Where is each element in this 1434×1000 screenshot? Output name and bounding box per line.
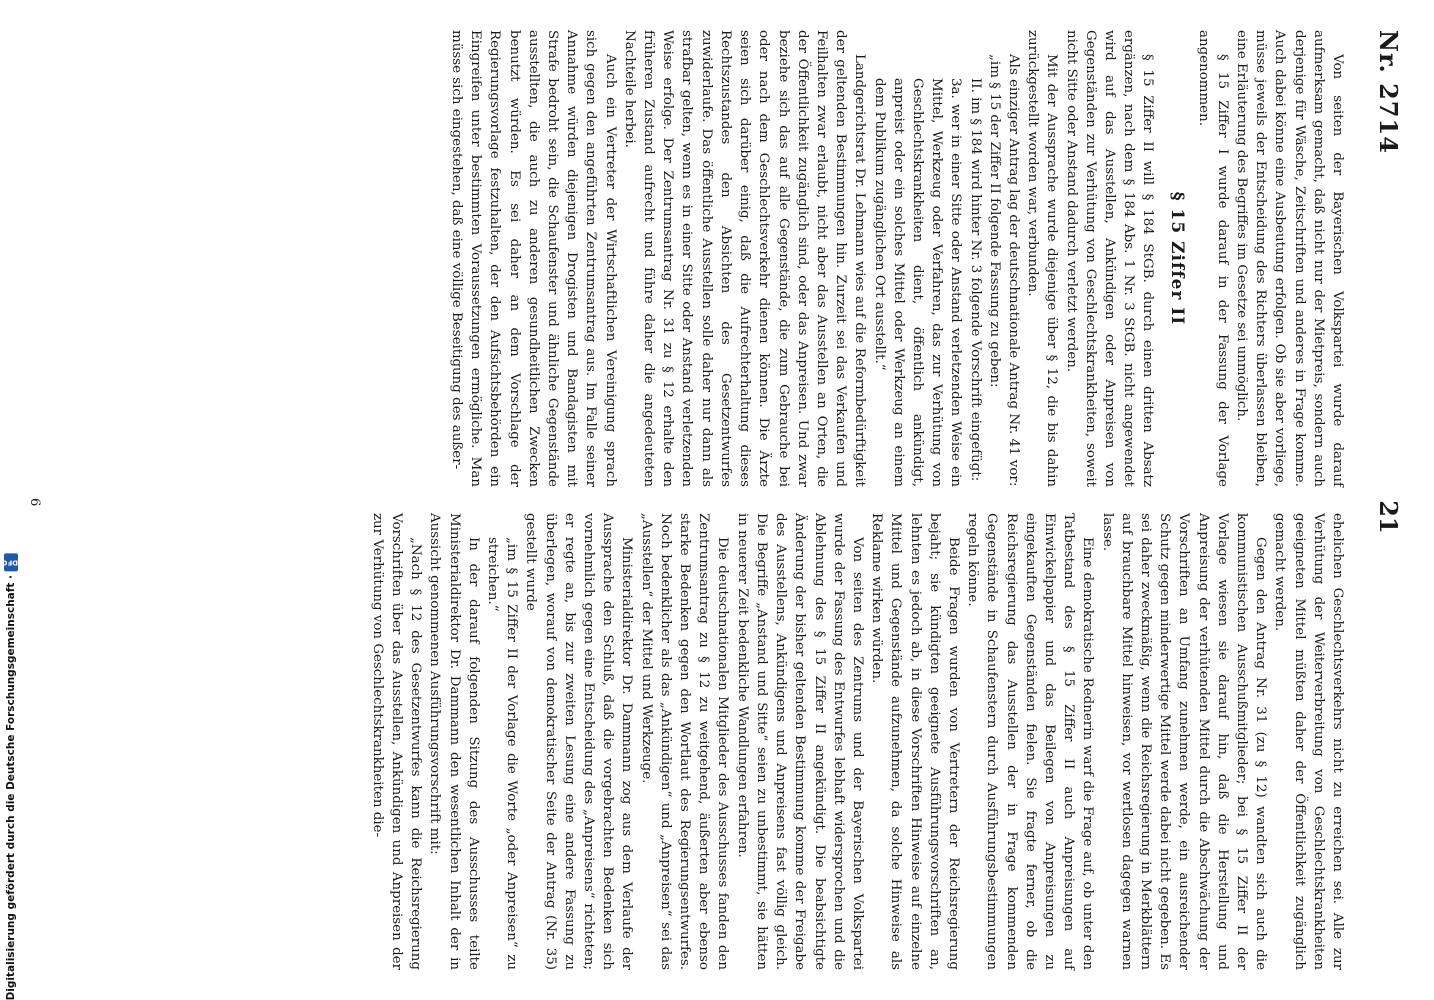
quoted-motion: 3a. wer in einer Sitte oder Anstand verletzenden Weise ein Mittel, Werkzeug oder Verfahren, das zur Verhütung von Geschlechtskrankheiten dient, öffentlich ankündigt, anpreist oder ein solches Mittel oder Werkzeug an einem dem Publikum zugänglichen Ort ausstellt.“ bbox=[871, 78, 964, 487]
credit-text: Digitalisierung gefördert durch die Deutsche Forschungsgemeinschaft · bbox=[5, 574, 17, 1000]
left-column bbox=[368, 30, 1347, 487]
quoted-motion: „im § 15 der Ziffer II folgende Fassung zu geben: bbox=[986, 54, 1002, 388]
paragraph: ehelichen Geschlechtsverkehrs nicht zu erreichen sei. Alle zur Verhütung der Weiterverbreitung von Geschlechtskrankheiten geeigneten Mittel müßten daher der Öffentlichkeit zugänglich gemacht werden. bbox=[1272, 513, 1345, 970]
paragraph: Gegen den Antrag Nr. 31 (zu § 12) wandten sich auch die kommunistischen Ausschußmitglieder; bei § 15 Ziffer II der Vorlage wiesen sie darauf hin, daß die Herstellung und Anpreisung der verhütenden Mittel durch die Abschwächung der Vorschriften an Umfang zunehmen werde, ein ausreichender Schutz gegen minderwertige Mittel werde dabei nicht gegeben. Es sei daher zweckmäßig, wenn die Reichsregierung in Merkblättern auf brauchbare Mittel hinweisen, vor wertlosen dagegen warnen lasse. bbox=[1099, 513, 1269, 970]
paragraph: Die deutschnationalen Mitglieder des Ausschusses fanden den Zentrumsantrag zu § 12 zu weitgehend, äußerten aber ebenso starke Bedenken gegen den Wortlaut des Regierungsentwurfes. Noch bedenklicher als das „Ankündigen“ und „Anpreisen“ sei das „Ausstellen“ der Mittel und Werkzeuge. bbox=[638, 513, 731, 970]
doc-number: Nr. 2714 bbox=[1374, 30, 1403, 154]
dfg-logo: DFG bbox=[4, 553, 18, 571]
paragraph: Mit der Aussprache wurde diejenige über § 12, die bis dahin zurückgestellt worden war, verbunden. bbox=[1025, 30, 1060, 487]
paragraph: Von seiten der Bayerischen Volkspartei wurde darauf aufmerksam gemacht, daß nicht nur der Mietpreis, sondern auch derjenige für Wäsche, Zeitschriften und anderes in Frage komme. Auch dabei könne eine Ausbeutung erfolgen. Ob sie aber vorliege, müsse jeweils der Entscheidung des Richters überlassen bleiben, eine Erläuterung des Begriffes im Gesetze sei unmöglich. bbox=[1233, 30, 1345, 487]
running-head bbox=[1347, 20, 1403, 980]
document-page bbox=[17, 0, 1417, 1000]
paragraph: In der darauf folgenden Sitzung des Ausschusses teilte Ministerialdirektor Dr. Dammann den wesentlichen Inhalt der in Aussicht genommenen Ausführungsvorschrift mit: bbox=[427, 513, 481, 970]
text-columns bbox=[368, 20, 1347, 980]
paragraph: § 15 Ziffer II will § 184 StGB. durch einen dritten Absatz ergänzen, nach dem § 184 Abs. 1 Nr. 3 StGB. nicht angewendet wird auf das Ausstellen, Ankündigen oder Anpreisen von Gegenständen zur Verhütung von Geschlechtskrankheiten, soweit nicht Sitte oder Anstand dadurch verletzt werden. bbox=[1063, 30, 1156, 487]
section-heading: § 15 Ziffer II bbox=[1167, 191, 1188, 326]
paragraph: § 15 Ziffer I wurde darauf in der Fassung der Vorlage angenommen. bbox=[1195, 30, 1230, 487]
right-column bbox=[368, 513, 1347, 970]
paragraph: Landgerichtsrat Dr. Lehmann wies auf die Reformbedürftigkeit der geltenden Bestimmungen hin. Zurzeit sei das Verkaufen und Feilhalten zwar erlaubt, nicht aber das Ausstellen an Orten, die der Öffentlichkeit zugänglich sind, oder das Anpreisen. Und zwar beziehe sich das auf alle Gegenstände, die zum Gebrauche bei oder nach dem Geschlechtsverkehr dienen können. Die Ärzte seien sich darüber einig, daß die Aufrechterhaltung dieses Rechtszustandes den Absichten des Gesetzentwurfes zuwiderlaufe. Das öffentliche Ausstellen solle daher nur dann als strafbar gelten, wenn es in einer Sitte oder Anstand verletzenden Weise erfolge. Der Zentrumsantrag Nr. 31 zu § 12 erhalte den früheren Zustand aufrecht und führe daher die angedeuteten Nachteile herbei. bbox=[621, 30, 868, 487]
paragraph: Beide Fragen wurden von Vertretern der Reichsregierung bejaht; sie kündigten geeignete Ausführungsvorschriften an, lehnten es jedoch ab, in diese Vorschriften Hinweise auf einzelne Mittel und Gegenstände aufzunehmen, da solche Hinweise als Reklame wirken würden. bbox=[869, 513, 961, 970]
paragraph: Als einziger Antrag lag der deutschnationale Antrag Nr. 41 vor: bbox=[1005, 54, 1021, 487]
quoted-motion: „im § 15 Ziffer II der Vorlage die Worte „oder Anpreisen“ zu streichen.“ bbox=[485, 537, 520, 970]
page-number: 21 bbox=[1374, 500, 1403, 534]
sheet-signature: 6 bbox=[27, 498, 42, 507]
paragraph: Auch ein Vertreter der Wirtschaftlichen Vereinigung sprach sich gegen den angeführten Zentrumsantrag aus. Im Falle seiner Annahme würden diejenigen Drogisten und Bandagisten mit Strafe bedroht sein, die Schaufenster und ähnliche Gegenstände ausstellten, die auch zu anderen gesundheitlichen Zwecken benutzt würden. Es sei daher an dem Vorschlage der Regierungsvorlage festzuhalten, der den Aufsichtsbehörden ein Eingreifen unter bestimmten Voraussetzungen ermögliche. Man müsse sich eingestehen, daß eine völlige Beseitigung des außer- bbox=[449, 30, 618, 487]
quoted-motion: II. im § 184 wird hinter Nr. 3 folgende Vorschrift eingefügt: bbox=[967, 78, 983, 482]
paragraph: Ministerialdirektor Dr. Dammann zog aus dem Verlaufe der Aussprache den Schluß, daß die vorgebrachten Bedenken sich vornehmlich gegen eine Entscheidung des „Anpreisens“ richteten; er regte an, bis zur zweiten Lesung eine andere Fassung zu überlegen, worauf von demokratischer Seite der Antrag (Nr. 35) gestellt wurde bbox=[523, 513, 635, 970]
paragraph: Eine demokratische Rednerin warf die Frage auf, ob unter den Tatbestand des § 15 Ziffer II auch Anpreisungen auf Einwickelpapier und das Beilegen von Anpreisungen zu eingekauften Gegenständen fielen. Sie fragte ferner, ob die Reichsregierung das Ausstellen der in Frage kommenden Gegenstände in Schaufenstern durch Ausführungsbestimmungen regeln könne. bbox=[965, 513, 1096, 970]
paragraph: Von seiten des Zentrums und der Bayerischen Volkspartei wurde der Fassung des Entwurfes lebhaft widersprochen und die Ablehnung des § 15 Ziffer II angekündigt. Die beabsichtigte Änderung der bisher geltenden Bestimmung komme der Freigabe des Ausstellens, Ankündigens und Anpreisens fast völlig gleich. Die Begriffe „Anstand und Sitte“ seien zu unbestimmt, sie hätten in neuerer Zeit bedenkliche Wandlungen erfahren. bbox=[734, 513, 865, 970]
paragraph: „Nach § 12 des Gesetzentwurfes kann die Reichsregierung Vorschriften über das Ausstellen, Ankündigen und Anpreisen der zur Verhütung von Geschlechtskrankheiten die- bbox=[369, 513, 424, 970]
